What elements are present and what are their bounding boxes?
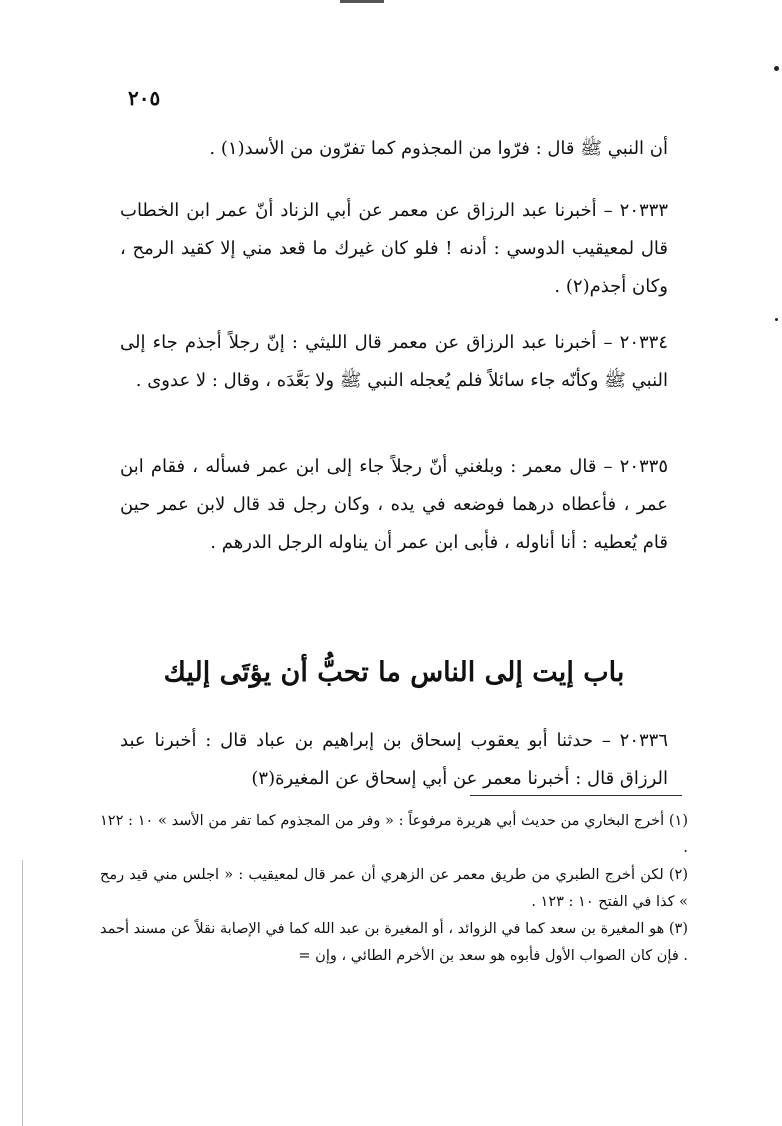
- hadith-20334: [120, 324, 668, 400]
- footnote-1: (١) أخرج البخاري من حديث أبي هريرة مرفوعاً : « وفر من المجذوم كما تفر من الأسد » ١٠ : ١٢٢ .: [100, 813, 689, 856]
- footnote-3: (٣) هو المغيرة بن سعد كما في الزوائد ، أو المغيرة بن عبد الله كما في الإصابة نقلاً عن مسند أحمد . فإن كان الصواب الأول فأبوه هو سعد بن الأخرم الطائي ، وإن =: [100, 921, 688, 964]
- page-number: ٢٠٥: [128, 86, 161, 110]
- hadith-20333: [120, 192, 668, 306]
- chapter-heading: باب إيت إلى الناس ما تحبُّ أن يؤتَى إليك: [163, 657, 625, 688]
- footnote-divider: [470, 795, 682, 796]
- hadith-20335: [120, 448, 668, 562]
- binding-edge-line: [22, 860, 23, 1126]
- hadith-text: ٢٠٣٣٥ – قال معمر : وبلغني أنّ رجلاً جاء إلى ابن عمر فسأله ، فقام ابن عمر ، فأعطاه درهما فوضعه في يده ، وكان رجل قد قال لابن عمر حين قام يُعطيه : أنا أناوله ، فأبى ابن عمر أن يناوله الرجل الدرهم .: [120, 456, 668, 553]
- hadith-text: أن النبي ﷺ قال : فرّوا من المجذوم كما تفرّون من الأسد(١) .: [209, 138, 668, 159]
- scan-speck: [774, 66, 779, 71]
- hadith-text: ٢٠٣٣٣ – أخبرنا عبد الرزاق عن معمر عن أبي الزناد أنّ عمر ابن الخطاب قال لمعيقيب الدوسي : أدنه ! فلو كان غيرك ما قعد مني إلا كقيد الرمح ، وكان أجذم(٢) .: [120, 200, 668, 297]
- footnote-2: (٢) لكن أخرج الطبري من طريق معمر عن الزهري أن عمر قال لمعيقيب : « اجلس مني قيد رمح » كذا في الفتح ١٠ : ١٢٣ .: [100, 867, 688, 910]
- footnotes: [100, 808, 688, 970]
- hadith-text: ٢٠٣٣٦ – حدثنا أبو يعقوب إسحاق بن إبراهيم بن عباد قال : أخبرنا عبد الرزاق قال : أخبرنا معمر عن أبي إسحاق عن المغيرة(٣): [120, 730, 668, 789]
- top-edge-mark: [340, 0, 384, 3]
- hadith-text: ٢٠٣٣٤ – أخبرنا عبد الرزاق عن معمر قال الليثي : إنّ رجلاً أجذم جاء إلى النبي ﷺ وكأنّه جاء سائلاً فلم يُعجله النبي ﷺ ولا بَعَّدَه ، وقال : لا عدوى .: [120, 332, 668, 391]
- scan-speck: [775, 318, 778, 321]
- hadith-20336: [120, 722, 668, 798]
- paragraph-continuation: [120, 130, 668, 168]
